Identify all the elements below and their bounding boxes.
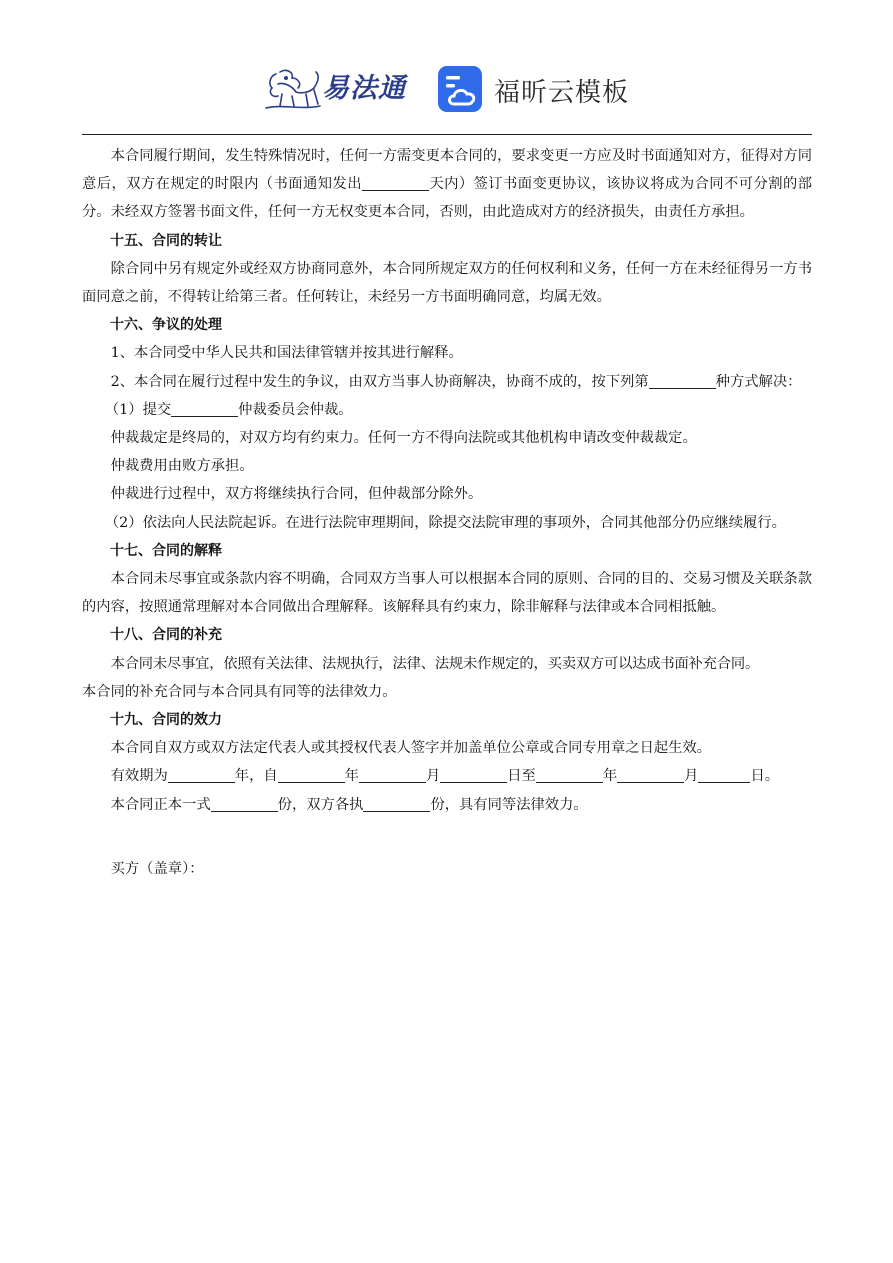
blank-field[interactable] (617, 767, 684, 783)
blank-field[interactable] (698, 767, 750, 783)
paragraph-arbitration-final: 仲裁裁定是终局的，对双方均有约束力。任何一方不得向法院或其他机构申请改变仲裁裁定。 (110, 430, 697, 447)
blank-field[interactable] (536, 767, 603, 783)
paragraph-effective: 本合同自双方或双方法定代表人或其授权代表人签字并加盖单位公章或合同专用章之日起生效。 (110, 740, 712, 757)
blank-field[interactable] (359, 767, 426, 783)
paragraph-supplement-effect: 本合同的补充合同与本合同具有同等的法律效力。 (82, 683, 397, 700)
paragraph-arbitration: （1）提交 仲裁委员会仲裁。 (104, 401, 353, 418)
paragraph-validity: 有效期为 年，自 年 月 日至 年 月 日。 (110, 768, 780, 785)
blank-field[interactable] (168, 767, 235, 783)
contract-body (82, 142, 812, 883)
blank-field[interactable] (362, 175, 429, 191)
fuxin-template-logo-text: 福昕云模板 (494, 78, 630, 108)
paragraph-change: 本合同履行期间，发生特殊情况时，任何一方需变更本合同的，要求变更一方应及时书面通知对方，征得对方同意后，双方在规定的时限内（书面通知发出 天内）签订书面变更协议，该协议将成为合同不可分割的部分。未经双方签署书面文件，任何一方无权变更本合同，否则，由此造成对方的经济损失，由责任方承担。 (82, 148, 813, 221)
blank-field[interactable] (440, 767, 507, 783)
cloud-document-icon (436, 64, 484, 114)
blank-field[interactable] (171, 401, 238, 417)
paragraph-copies: 本合同正本一式 份，双方各执 份，具有同等法律效力。 (110, 796, 588, 813)
paragraph-supplement: 本合同未尽事宜，依照有关法律、法规执行，法律、法规未作规定的，买卖双方可以达成书面补充合同。 (110, 655, 760, 672)
blank-field[interactable] (278, 767, 345, 783)
section-heading-15: 十五、合同的转让 (110, 232, 222, 249)
blank-field[interactable] (649, 373, 716, 389)
paragraph-dispute: 2、本合同在履行过程中发生的争议，由双方当事人协商解决，协商不成的，按下列第 种方式解决： (110, 373, 802, 390)
section-heading-17: 十七、合同的解释 (110, 542, 222, 559)
section-heading-19: 十九、合同的效力 (110, 712, 222, 729)
paragraph-transfer: 除合同中另有规定外或经双方协商同意外，本合同所规定双方的任何权利和义务，任何一方在未经征得另一方书面同意之前，不得转让给第三者。任何转让，未经另一方书面明确同意，均属无效。 (82, 260, 812, 306)
paragraph-lawsuit: （2）依法向人民法院起诉。在进行法院审理期间，除提交法院审理的事项外，合同其他部分仍应继续履行。 (104, 514, 786, 531)
blank-field[interactable] (211, 796, 278, 812)
paragraph-arbitration-continue: 仲裁进行过程中，双方将继续执行合同，但仲裁部分除外。 (110, 486, 483, 503)
buyer-signature-label: 买方（盖章）： (110, 860, 204, 877)
blank-field[interactable] (363, 796, 430, 812)
section-heading-18: 十八、合同的补充 (110, 627, 222, 644)
page-header (0, 58, 893, 122)
section-heading-16: 十六、争议的处理 (110, 317, 222, 334)
paragraph-interpretation: 本合同未尽事宜或条款内容不明确，合同双方当事人可以根据本合同的原则、合同的目的、交易习惯及关联条款的内容，按照通常理解对本合同做出合理解释。该解释具有约束力，除非解释与法律或本合同相抵触。 (82, 571, 812, 616)
header-divider (82, 134, 812, 135)
yifatong-logo-text: 易法通 (322, 73, 406, 104)
paragraph-arbitration-fee: 仲裁费用由败方承担。 (110, 458, 254, 475)
paragraph-law: 1、本合同受中华人民共和国法律管辖并按其进行解释。 (110, 345, 463, 362)
